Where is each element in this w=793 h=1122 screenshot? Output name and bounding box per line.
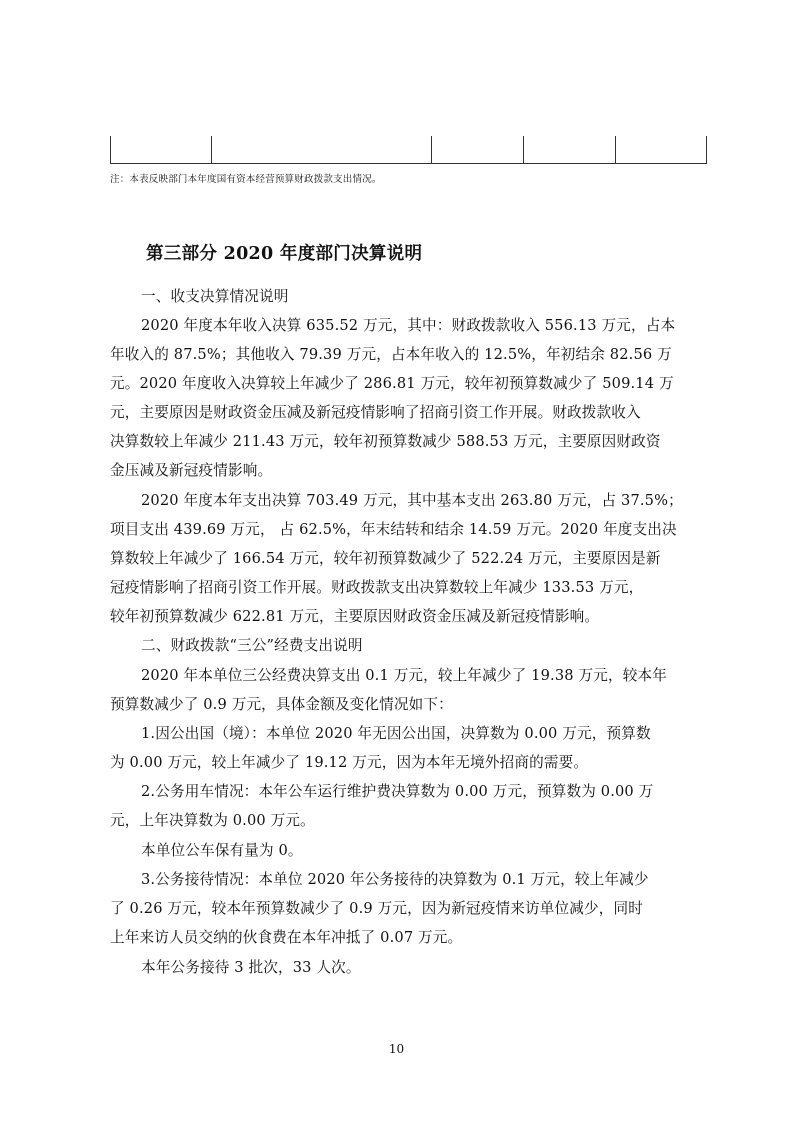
paragraph-line: 为 0.00 万元，较上年减少了 19.12 万元，因为本年无境外招商的需要。 [110,754,589,771]
paragraph-line: 元，上年决算数为 0.00 万元。 [110,812,315,829]
paragraph-line: 上年来访人员交纳的伙食费在本年冲抵了 0.07 万元。 [110,929,463,946]
table-column-divider [211,136,212,163]
table-bottom-fragment [110,136,707,164]
paragraph-line: 年收入的 87.5%；其他收入 79.39 万元，占本年收入的 12.5%，年初结余 82.56 万 [110,346,672,363]
paragraph-line: 2020 年本单位三公经费决算支出 0.1 万元，较上年减少了 19.38 万元，较本年 [141,667,667,684]
table-note: 注：本表反映部门本年度国有资本经营预算财政拨款支出情况。 [110,174,382,185]
paragraph-line: 元。2020 年度收入决算较上年减少了 286.81 万元，较年初预算数减少了 509.14 万 [110,375,674,392]
paragraph-line: 2020 年度本年支出决算 703.49 万元，其中基本支出 263.80 万元，占 37.5%； [141,492,683,509]
subheading-income-expense: 一、收支决算情况说明 [141,288,289,305]
paragraph-line: 冠疫情影响了招商引资工作开展。财政拨款支出决算数较上年减少 133.53 万元， [110,579,644,596]
page-number: 10 [388,1042,405,1056]
paragraph-line: 算数较上年减少了 166.54 万元，较年初预算数减少了 522.24 万元，主要原因是新 [110,550,661,567]
subheading-three-public: 二、财政拨款“三公”经费支出说明 [141,637,363,654]
paragraph-line: 1.因公出国（境）：本单位 2020 年无因公出国，决算数为 0.00 万元，预算数 [141,725,651,742]
paragraph-line: 项目支出 439.69 万元， 占 62.5%，年末结转和结余 14.59 万元。2020 年度支出决 [110,521,677,538]
paragraph-line: 本年公务接待 3 批次，33 人次。 [141,959,361,976]
paragraph-line: 本单位公车保有量为 0。 [141,842,303,859]
paragraph-line: 较年初预算数减少 622.81 万元，主要原因财政资金压减及新冠疫情影响。 [110,608,600,625]
paragraph-line: 3.公务接待情况：本单位 2020 年公务接待的决算数为 0.1 万元，较上年减少 [141,871,649,888]
paragraph-line: 元，主要原因是财政资金压减及新冠疫情影响了招商引资工作开展。财政拨款收入 [110,404,641,421]
table-column-divider [615,136,616,163]
paragraph-line: 决算数较上年减少 211.43 万元，较年初预算数减少 588.53 万元，主要原因财政资 [110,433,661,450]
paragraph-line: 2.公务用车情况：本年公车运行维护费决算数为 0.00 万元，预算数为 0.00 万 [141,783,654,800]
paragraph-line: 2020 年度本年收入决算 635.52 万元，其中：财政拨款收入 556.13 万元，占本 [141,317,676,334]
paragraph-line: 金压减及新冠疫情影响。 [110,462,273,479]
paragraph-line: 预算数减少了 0.9 万元，具体金额及变化情况如下： [110,696,453,713]
paragraph-line: 了 0.26 万元，较本年预算数减少了 0.9 万元，因为新冠疫情来访单位减少，同时 [110,900,643,917]
section-title: 第三部分 2020 年度部门决算说明 [146,244,423,264]
table-column-divider [523,136,524,163]
table-column-divider [431,136,432,163]
